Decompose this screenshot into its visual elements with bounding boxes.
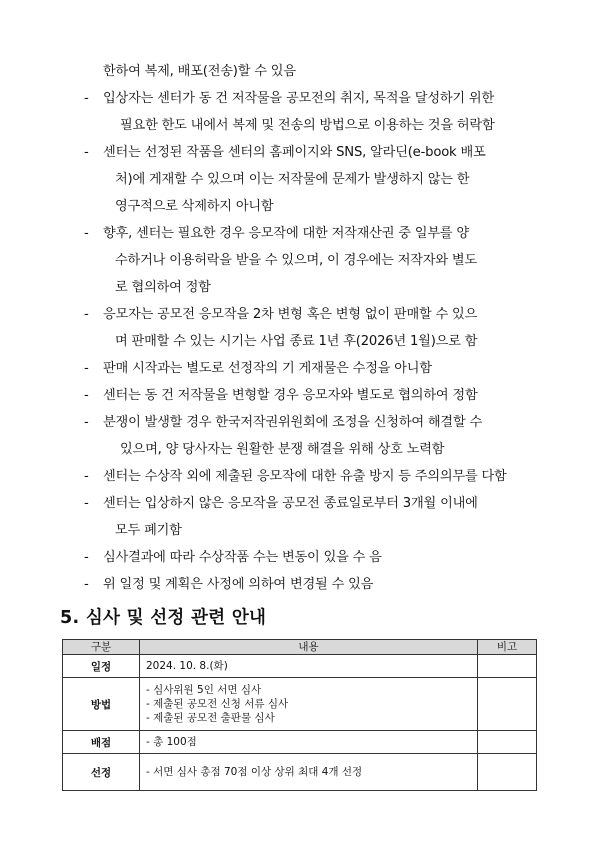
row-content-line: - 총 100점 [146,736,197,748]
dash-bullet: - [84,361,89,376]
list-item [74,544,546,571]
row-content-line: - 심사위원 5인 서면 심사 [146,684,262,696]
dash-bullet: - [84,145,89,160]
list-item-line: 향후, 센터는 필요한 경우 응모작에 대한 저작재산권 중 일부를 양 [103,226,469,241]
list-item [74,85,546,139]
row-content-line: - 서면 심사 총점 70점 이상 상위 최대 4개 선정 [146,766,363,778]
row-content [140,754,478,791]
section-title: 5. 심사 및 선정 관련 안내 [60,608,267,628]
row-note [478,678,537,731]
table-row [63,678,537,731]
row-note [478,754,537,791]
row-content-line: - 제출된 공모전 신청 서류 심사 [146,698,289,710]
dash-bullet: - [84,91,89,106]
row-label: 방법 [63,678,140,731]
row-content-line: 2024. 10. 8.(화) [146,660,228,672]
list-item-line: 센터는 동 건 저작물을 변형할 경우 응모자와 별도로 협의하여 정함 [103,388,478,403]
list-item [74,139,546,220]
list-item-line: 있으며, 양 당사자는 원활한 분쟁 해결을 위해 상호 노력함 [120,442,445,457]
dash-bullet: - [84,469,89,484]
list-item-line: 심사결과에 따라 수상작품 수는 변동이 있을 수 음 [103,550,382,565]
continuation-line: 한하여 복제, 배포(전송)할 수 있음 [103,64,296,79]
list-item-line: 센터는 선정된 작품을 센터의 홈페이지와 SNS, 알라딘(e-book 배포 [103,145,486,160]
dash-bullet: - [84,496,89,511]
list-item [74,490,546,544]
row-content [140,678,478,731]
list-item-line: 처)에 게재할 수 있으며 이는 저작물에 문제가 발생하지 않는 한 [115,172,470,187]
header-category: 구분 [63,640,140,655]
dash-bullet: - [84,415,89,430]
table-row [63,754,537,791]
dash-bullet: - [84,226,89,241]
list-item-line: 필요한 한도 내에서 복제 및 전송의 방법으로 이용하는 것을 허락함 [120,118,495,133]
list-item-line: 영구적으로 삭제하지 아니함 [115,199,274,214]
list-item-line: 센터는 수상작 외에 제출된 응모작에 대한 유출 방지 등 주의의무를 다함 [103,469,507,484]
review-table [62,639,537,791]
list-item [74,301,546,355]
list-item-line: 며 판매할 수 있는 시기는 사업 종료 1년 후(2026년 1월)으로 함 [115,334,478,349]
list-item [74,382,546,409]
row-note [478,655,537,678]
header-content: 내용 [140,640,478,655]
dash-bullet: - [84,307,89,322]
list-item-line: 로 협의하여 정함 [115,280,211,295]
list-item [74,409,546,463]
list-item-line: 수하거나 이용허락을 받을 수 있으며, 이 경우에는 저작자와 별도 [115,253,477,268]
row-label: 배점 [63,731,140,754]
list-item-line: 입상자는 센터가 동 건 저작물을 공모전의 취지, 목적을 달성하기 위한 [103,91,495,106]
list-item-line: 판매 시작과는 별도로 선정작의 기 게재물은 수정을 아니함 [103,361,432,376]
list-item-line: 위 일정 및 계획은 사정에 의하여 변경될 수 있음 [103,577,374,592]
row-note [478,731,537,754]
row-content [140,655,478,678]
table-row [63,731,537,754]
table-header-row [63,640,537,655]
table-row [63,655,537,678]
dash-bullet: - [84,577,89,592]
dash-bullet: - [84,388,89,403]
dash-bullet: - [84,550,89,565]
list-item [74,220,546,301]
row-content [140,731,478,754]
list-item [74,463,546,490]
list-item [74,355,546,382]
list-item-line: 모두 폐기함 [115,523,182,538]
header-note: 비고 [478,640,537,655]
list-item-line: 센터는 입상하지 않은 응모작을 공모전 종료일로부터 3개월 이내에 [103,496,478,511]
terms-list [74,58,546,598]
row-label: 일정 [63,655,140,678]
row-content-line: - 제출된 공모전 출판물 심사 [146,712,275,724]
list-item-line: 분쟁이 발생할 경우 한국저작권위원회에 조정을 신청하여 해결할 수 [103,415,483,430]
list-item-line: 응모자는 공모전 응모작을 2차 변형 혹은 변형 없이 판매할 수 있으 [103,307,478,322]
row-label: 선정 [63,754,140,791]
list-item [74,571,546,598]
